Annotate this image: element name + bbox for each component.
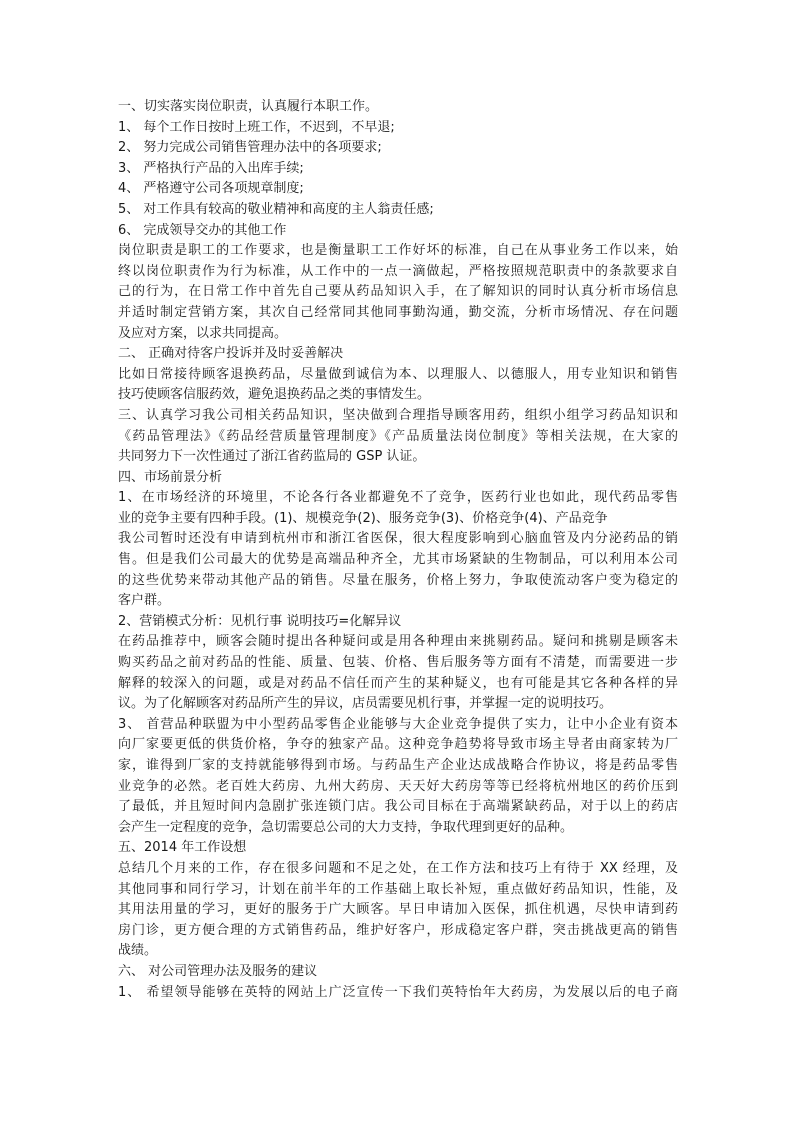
text-line: 其他同事和同行学习，计划在前半年的工作基础上取长补短，重点做好药品知识，性能，及 bbox=[118, 881, 678, 897]
text-line: 战绩。 bbox=[118, 943, 158, 959]
text-line: 客户群。 bbox=[118, 593, 171, 609]
text-line: 二、 正确对待客户投诉并及时妥善解决 bbox=[118, 346, 344, 362]
text-line: 2、营销模式分析：见机行事 说明技巧=化解异议 bbox=[118, 613, 402, 629]
text-line: 议。为了化解顾客对药品所产生的异议，店员需要见机行事，并掌握一定的说明技巧。 bbox=[118, 696, 613, 712]
text-line: 岗位职责是职工的工作要求，也是衡量职工工作好坏的标准，自己在从事业务工作以来，始 bbox=[118, 243, 678, 259]
text-line: 五、2014 年工作设想 bbox=[118, 840, 247, 856]
text-line: 购买药品之前对药品的性能、质量、包装、价格、售后服务等方面有不清楚，而需要进一步 bbox=[118, 655, 678, 671]
text-line: 六、 对公司管理办法及服务的建议 bbox=[118, 963, 318, 979]
text-line: 房门诊，更方便合理的方式销售药品，维护好客户，形成稳定客户群，突击挑战更高的销售 bbox=[118, 922, 678, 938]
text-line: 了最低，并且短时间内急剧扩张连锁门店。我公司目标在于高端紧缺药品，对于以上的药店 bbox=[118, 799, 678, 815]
text-line: 1、 每个工作日按时上班工作，不迟到，不早退; bbox=[118, 119, 395, 135]
text-line: 4、 严格遵守公司各项规章制度; bbox=[118, 181, 304, 197]
text-line: 售。但是我们公司最大的优势是高端品种齐全，尤其市场紧缺的生物制品，可以利用本公司 bbox=[118, 552, 678, 568]
text-line: 1、在市场经济的环境里，不论各行各业都避免不了竞争，医药行业也如此，现代药品零售 bbox=[118, 490, 678, 506]
text-line: 1、 希望领导能够在英特的网站上广泛宣传一下我们英特怡年大药房，为发展以后的电子商 bbox=[118, 984, 678, 1000]
text-line: 5、 对工作具有较高的敬业精神和高度的主人翁责任感; bbox=[118, 201, 434, 217]
text-line: 在药品推荐中，顾客会随时提出各种疑问或是用各种理由来挑剔药品。疑问和挑剔是顾客未 bbox=[118, 634, 678, 650]
text-line: 3、 严格执行产品的入出库手续; bbox=[118, 160, 304, 176]
text-line: 己的行为，在日常工作中首先自己要从药品知识入手，在了解知识的同时认真分析市场信息 bbox=[118, 284, 678, 300]
text-line: 四、市场前景分析 bbox=[118, 469, 223, 485]
text-line: 其用法用量的学习，更好的服务于广大顾客。早日申请加入医保，抓住机遇，尽快申请到药 bbox=[118, 902, 678, 918]
text-line: 业的竞争主要有四种手段。(1)、规模竞争(2)、服务竞争(3)、价格竞争(4)、产品竞争 bbox=[118, 510, 608, 526]
text-line: 《药品管理法》《药品经营质量管理制度》《产品质量法岗位制度》等相关法规，在大家的 bbox=[118, 428, 678, 444]
text-line: 三、认真学习我公司相关药品知识，坚决做到合理指导顾客用药，组织小组学习药品知识和 bbox=[118, 407, 678, 423]
text-line: 共同努力下一次性通过了浙江省药监局的 GSP 认证。 bbox=[118, 449, 426, 465]
text-line: 技巧使顾客信服药效，避免退换药品之类的事情发生。 bbox=[118, 387, 431, 403]
text-line: 家，谁得到厂家的支持就能够得到市场。与药品生产企业达成战略合作协议，将是药品零售 bbox=[118, 758, 678, 773]
text-line: 我公司暂时还没有申请到杭州市和浙江省医保，很大程度影响到心脑血管及内分泌药品的销 bbox=[118, 531, 678, 547]
text-line: 解释的较深入的问题，或是对药品不信任而产生的某种疑义，也有可能是其它各种各样的异 bbox=[118, 675, 678, 691]
text-line: 2、 努力完成公司销售管理办法中的各项要求; bbox=[118, 140, 382, 156]
text-line: 比如日常接待顾客退换药品，尽量做到诚信为本、以理服人、以德服人，用专业知识和销售 bbox=[118, 366, 678, 382]
text-line: 的这些优势来带动其他产品的销售。尽量在服务，价格上努力，争取使流动客户变为稳定的 bbox=[118, 572, 678, 588]
text-line: 及应对方案，以求共同提高。 bbox=[118, 325, 288, 341]
text-line: 终以岗位职责作为行为标准，从工作中的一点一滴做起，严格按照规范职责中的条款要求自 bbox=[118, 263, 678, 279]
text-line: 业竞争的必然。老百姓大药房、九州大药房、天天好大药房等等已经将杭州地区的药价压到 bbox=[118, 778, 678, 794]
text-line: 并适时制定营销方案，其次自己经常同其他同事勤沟通，勤交流，分析市场情况、存在问题 bbox=[118, 304, 678, 320]
document-page bbox=[118, 97, 678, 1003]
text-line: 会产生一定程度的竞争，急切需要总公司的大力支持，争取代理到更好的品种。 bbox=[118, 819, 574, 835]
text-line: 向厂家要更低的供货价格，争夺的独家产品。这种竞争趋势将导致市场主导者由商家转为厂 bbox=[118, 737, 678, 753]
text-line: 一、切实落实岗位职责，认真履行本职工作。 bbox=[118, 99, 379, 114]
text-line: 6、 完成领导交办的其他工作 bbox=[118, 222, 287, 238]
text-line: 总结几个月来的工作，存在很多问题和不足之处，在工作方法和技巧上有待于 XX 经理，及 bbox=[118, 860, 678, 876]
text-line: 3、 首营品种联盟为中小型药品零售企业能够与大企业竞争提供了实力，让中小企业有资本 bbox=[118, 716, 678, 732]
